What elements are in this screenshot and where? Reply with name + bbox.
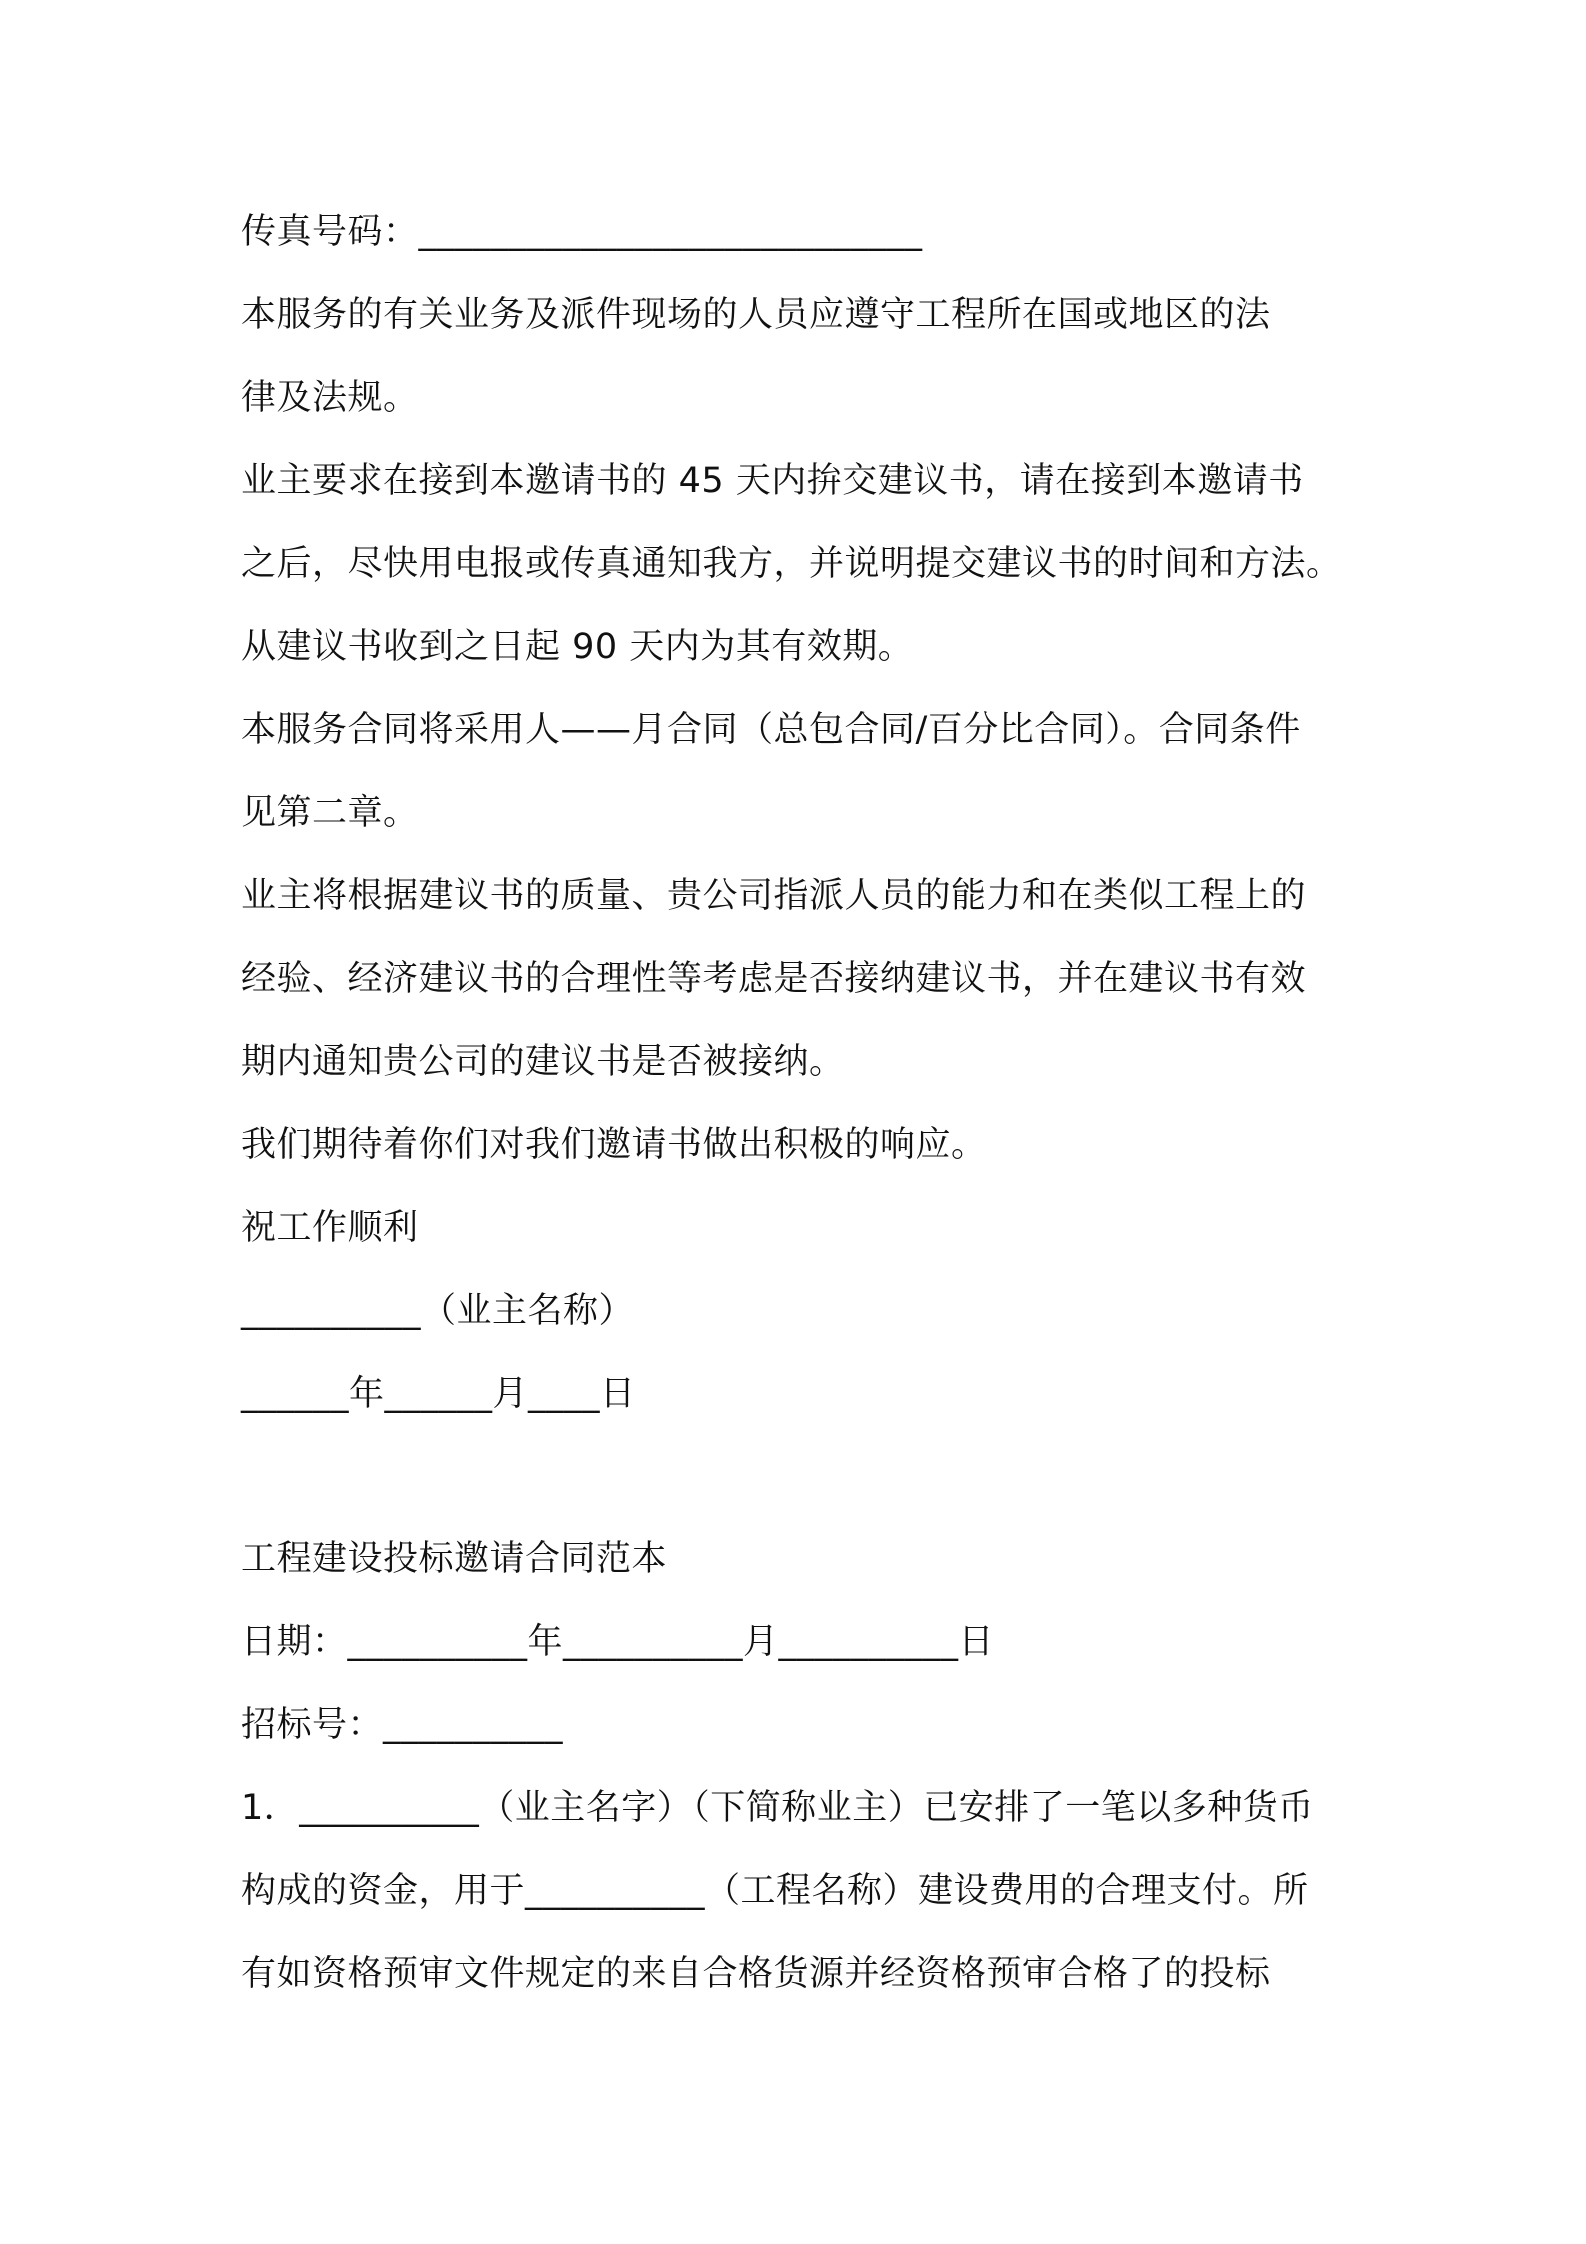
paragraph-line: 构成的资金，用于__________（工程名称）建设费用的合理支付。所	[241, 1871, 1309, 1911]
paragraph-line: 业主要求在接到本邀请书的 45 天内拚交建议书，请在接到本邀请书	[241, 461, 1304, 501]
tender-number-line: 招标号：__________	[241, 1705, 564, 1745]
paragraph-line: 本服务合同将采用人——月合同（总包合同/百分比合同）。合同条件	[241, 710, 1301, 750]
date-line: 日期：__________年__________月__________日	[241, 1622, 995, 1662]
signature-date-line: ______年______月____日	[241, 1374, 636, 1414]
closing-line: 祝工作顺利	[241, 1208, 419, 1248]
paragraph-line: 见第二章。	[241, 793, 419, 833]
owner-name-signature-line: __________（业主名称）	[241, 1291, 635, 1331]
paragraph-line: 期内通知贵公司的建议书是否被接纳。	[241, 1042, 845, 1082]
paragraph-line: 之后，尽快用电报或传真通知我方，并说明提交建议书的时间和方法。	[241, 544, 1342, 584]
section-title: 工程建设投标邀请合同范本	[241, 1539, 668, 1579]
paragraph-line: 有如资格预审文件规定的来自合格货源并经资格预审合格了的投标	[241, 1954, 1271, 1994]
paragraph-line: 业主将根据建议书的质量、贵公司指派人员的能力和在类似工程上的	[241, 876, 1307, 916]
paragraph-line: 从建议书收到之日起 90 天内为其有效期。	[241, 627, 914, 667]
paragraph-line: 律及法规。	[241, 378, 419, 418]
paragraph-line: 1．__________（业主名字）（下简称业主）已安排了一笔以多种货币	[241, 1788, 1314, 1828]
paragraph-line: 本服务的有关业务及派件现场的人员应遵守工程所在国或地区的法	[241, 295, 1271, 335]
fax-number-line: 传真号码：____________________________	[241, 212, 923, 252]
paragraph-line: 经验、经济建议书的合理性等考虑是否接纳建议书，并在建议书有效	[241, 959, 1307, 999]
paragraph-line: 我们期待着你们对我们邀请书做出积极的响应。	[241, 1125, 987, 1165]
